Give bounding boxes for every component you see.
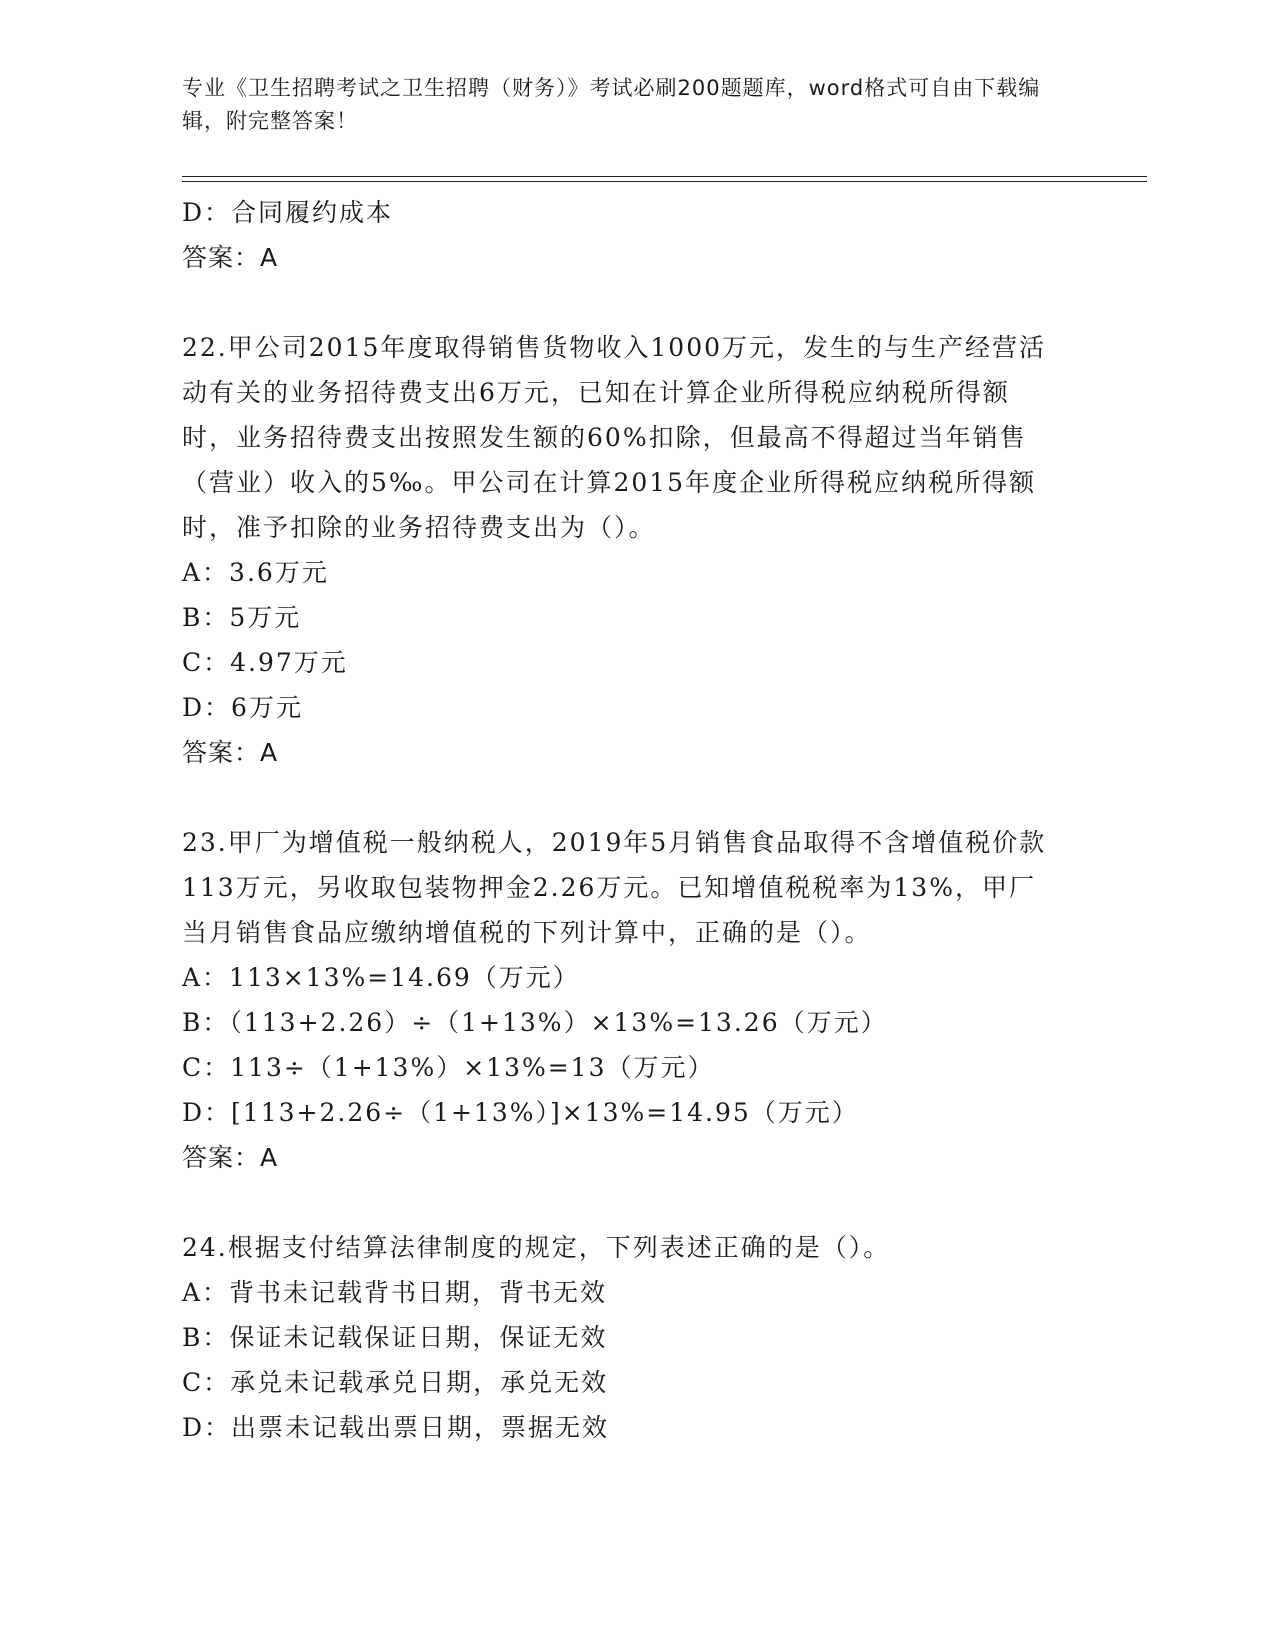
header-divider-bottom [182,181,1147,182]
question-23 [182,820,1062,1180]
option-d: D：6万元 [182,693,303,722]
question-24 [182,1225,1062,1450]
option-b: B：（113+2.26）÷（1+13%）×13%=13.26（万元） [182,1008,888,1037]
answer-line: 答案：A [182,243,279,272]
header-divider-top [182,176,1147,177]
option-a: A：背书未记载背书日期，背书无效 [182,1278,608,1307]
option-b: B：5万元 [182,603,302,632]
option-d: D：合同履约成本 [182,198,394,227]
option-c: C：4.97万元 [182,648,348,677]
option-a: A：3.6万元 [182,558,329,587]
answer-line: 答案：A [182,1143,279,1172]
document-title: 专业《卫生招聘考试之卫生招聘（财务）》考试必刷200题题库，word格式可自由下载编辑，附完整答案！ [182,76,1041,133]
answer-line: 答案：A [182,738,279,767]
question-stem: 24.根据支付结算法律制度的规定，下列表述正确的是（）。 [182,1233,891,1262]
question-stem: 22.甲公司2015年度取得销售货物收入1000万元，发生的与生产经营活动有关的业务招待费支出6万元，已知在计算企业所得税应纳税所得额时，业务招待费支出按照发生额的60%扣除，但最高不得超过当年销售（营业）收入的5‰。甲公司在计算2015年度企业所得税应纳税所得额时，准予扣除的业务招待费支出为（）。 [182,333,1047,542]
question-content [182,190,1062,1450]
option-c: C：113÷（1+13%）×13%=13（万元） [182,1053,715,1082]
option-d: D：[113+2.26÷（1+13%）]×13%=14.95（万元） [182,1098,859,1127]
option-a: A：113×13%=14.69（万元） [182,963,580,992]
page-header [182,72,1082,138]
question-stem: 23.甲厂为增值税一般纳税人，2019年5月销售食品取得不含增值税价款113万元，另收取包装物押金2.26万元。已知增值税税率为13%，甲厂当月销售食品应缴纳增值税的下列计算中，正确的是（）。 [182,828,1047,947]
option-c: C：承兑未记载承兑日期，承兑无效 [182,1368,609,1397]
previous-question-tail [182,190,1062,280]
option-b: B：保证未记载保证日期，保证无效 [182,1323,608,1352]
option-d: D：出票未记载出票日期，票据无效 [182,1413,610,1442]
question-22 [182,325,1062,775]
